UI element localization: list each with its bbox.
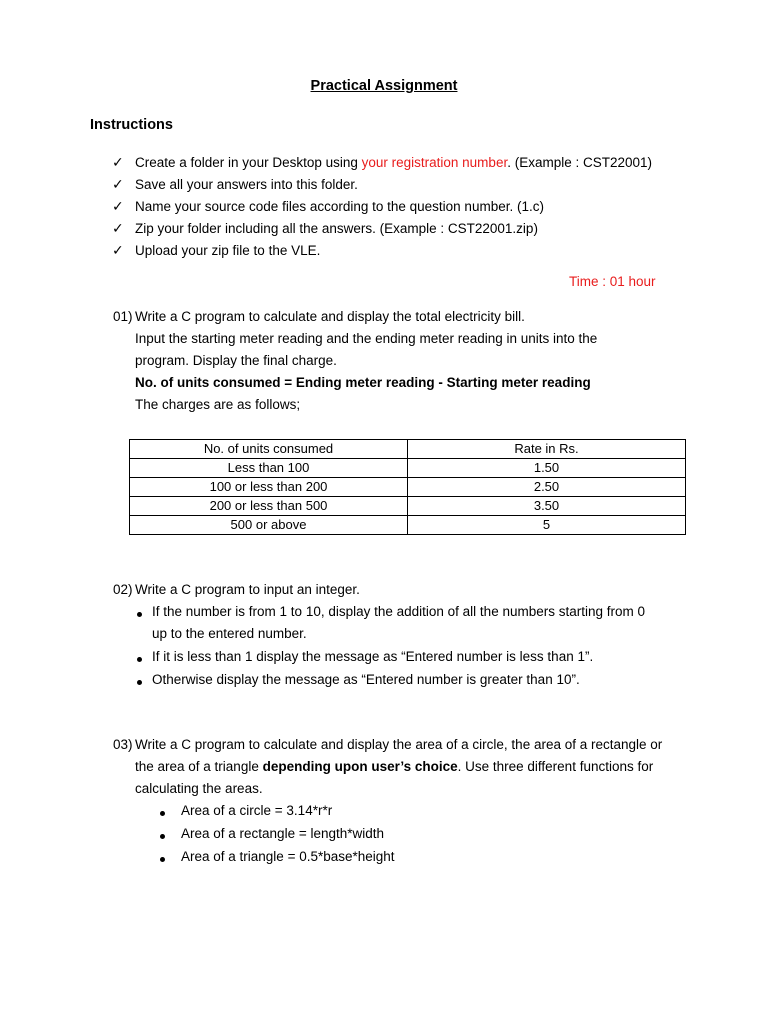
question-3: [113, 737, 662, 752]
checkmark-icon: ✓: [112, 198, 124, 214]
bullet-icon: [160, 811, 165, 816]
table-cell: 3.50: [408, 497, 686, 516]
question-text: program. Display the final charge.: [135, 353, 337, 368]
bullet-text: Area of a triangle = 0.5*base*height: [181, 849, 395, 864]
table-cell: 5: [408, 516, 686, 535]
rates-table: [129, 439, 686, 535]
question-emphasis: depending upon user’s choice: [262, 759, 458, 774]
table-cell: 2.50: [408, 478, 686, 497]
question-text: [135, 759, 678, 774]
bullet-text: Area of a circle = 3.14*r*r: [181, 803, 333, 818]
instruction-item: [112, 173, 652, 195]
table-cell: 200 or less than 500: [130, 497, 408, 516]
formula-text: No. of units consumed = Ending meter reading - Starting meter reading: [135, 375, 591, 390]
table-header-cell: No. of units consumed: [130, 440, 408, 459]
question-number: 03): [113, 737, 133, 752]
table-row: [130, 478, 686, 497]
bullet-icon: [137, 657, 142, 662]
question-number: 02): [113, 582, 133, 597]
checkmark-icon: ✓: [112, 154, 124, 170]
table-cell: Less than 100: [130, 459, 408, 478]
question-text: Write a C program to calculate and display the area of a circle, the area of a rectangle or: [135, 737, 663, 752]
bullet-text: Otherwise display the message as “Entered number is greater than 10”.: [152, 672, 580, 687]
table-row: [130, 516, 686, 535]
instruction-item: [112, 151, 652, 173]
question-1: [113, 309, 525, 324]
question-text: Input the starting meter reading and the ending meter reading in units into the: [135, 331, 598, 346]
checkmark-icon: ✓: [112, 242, 124, 258]
question-2: [113, 582, 360, 597]
checkmark-icon: ✓: [112, 176, 124, 192]
table-header-cell: Rate in Rs.: [408, 440, 686, 459]
question-number: 01): [113, 309, 133, 324]
checkmark-icon: ✓: [112, 220, 124, 236]
question-text: The charges are as follows;: [135, 397, 301, 412]
instruction-highlight: your registration number: [361, 155, 508, 170]
bullet-icon: [160, 857, 165, 862]
table-cell: 100 or less than 200: [130, 478, 408, 497]
page-title: Practical Assignment: [310, 78, 458, 94]
instruction-item: [112, 195, 652, 217]
question-text-part: . Use three different functions for: [457, 759, 654, 774]
instruction-text: Upload your zip file to the VLE.: [135, 243, 321, 258]
bullet-icon: [137, 612, 142, 617]
instruction-item: [112, 217, 652, 239]
instruction-text: Name your source code files according to the question number. (1.c): [135, 199, 544, 214]
table-row: [130, 459, 686, 478]
question-text: calculating the areas.: [135, 781, 263, 796]
instruction-item: [112, 239, 652, 261]
bullet-text: If the number is from 1 to 10, display the addition of all the numbers starting from 0: [152, 604, 646, 619]
table-cell: 1.50: [408, 459, 686, 478]
table-cell: 500 or above: [130, 516, 408, 535]
bullet-text: up to the entered number.: [152, 626, 307, 641]
instructions-heading: Instructions: [90, 117, 173, 133]
table-row: [130, 497, 686, 516]
instruction-text: Save all your answers into this folder.: [135, 177, 358, 192]
bullet-icon: [137, 680, 142, 685]
bullet-text: Area of a rectangle = length*width: [181, 826, 385, 841]
question-text-part: the area of a triangle: [135, 759, 263, 774]
question-text: Write a C program to input an integer.: [135, 582, 360, 597]
bullet-text: If it is less than 1 display the message as “Entered number is less than 1”.: [152, 649, 594, 664]
bullet-icon: [160, 834, 165, 839]
instructions-list: [112, 151, 652, 261]
instruction-text: Create a folder in your Desktop using: [135, 155, 362, 170]
instruction-text: . (Example : CST22001): [507, 155, 653, 170]
question-text: Write a C program to calculate and display the total electricity bill.: [135, 309, 525, 324]
time-limit: Time : 01 hour: [569, 274, 656, 289]
table-header-row: [130, 440, 686, 459]
instruction-text: Zip your folder including all the answers. (Example : CST22001.zip): [135, 221, 538, 236]
